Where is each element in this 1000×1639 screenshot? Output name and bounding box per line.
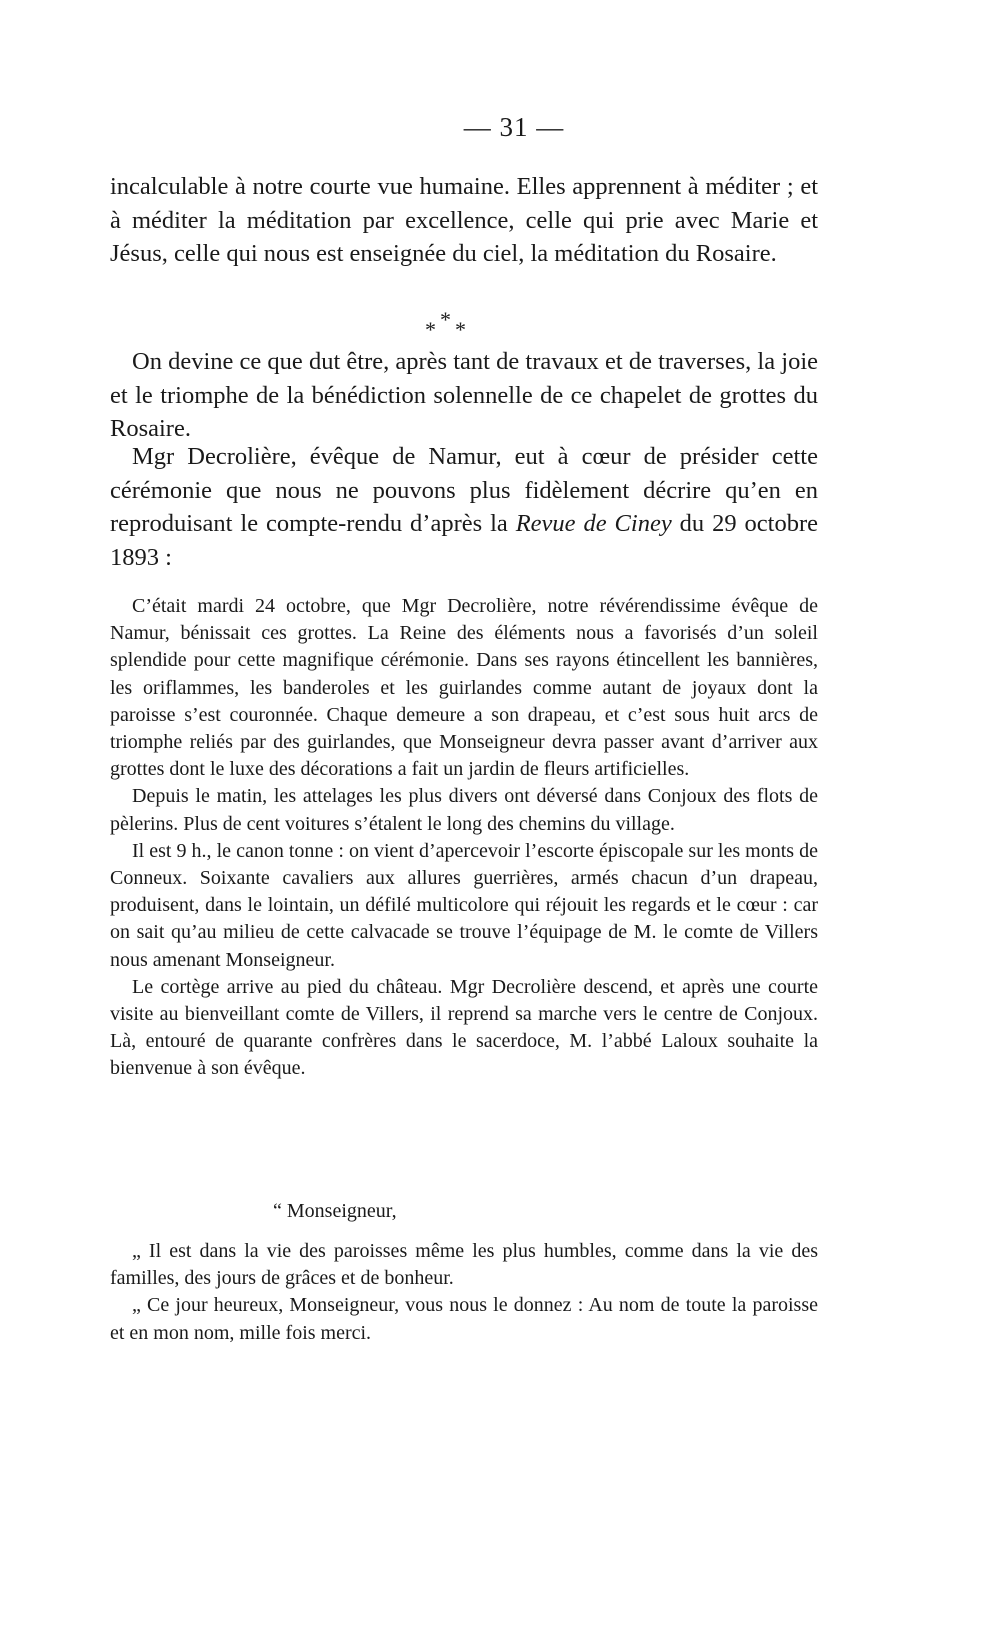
asterisk: * <box>455 317 466 342</box>
quoted-report <box>110 593 818 1083</box>
quote-paragraph: C’était mardi 24 octobre, que Mgr Decrolière, notre révérendissime évêque de Namur, bénissait ces grottes. La Reine des éléments nous a favorisés d’un soleil splendide pour cette magnifique cérémonie. Dans ses rayons étincellent les bannières, les oriflammes, les banderoles et les guirlandes comme autant de joyaux dont la paroisse s’est couronnée. Chaque demeure a son drapeau, et c’est sous huit arcs de triomphe reliés par des guirlandes, que Monseigneur devra passer avant d’arriver aux grottes dont le luxe des décorations a fait un jardin de fleurs artificielles. <box>110 595 818 781</box>
speech-salutation: “ Monseigneur, <box>273 1200 397 1222</box>
quote-paragraph: Le cortège arrive au pied du château. Mgr Decrolière descend, et après une courte visite au bienveillant comte de Villers, il reprend sa marche vers le centre de Conjoux. Là, entouré de quarante confrères dans le sacerdoce, M. l’abbé Laloux souhaite la bienvenue à son évêque. <box>110 975 818 1080</box>
section-separator <box>425 307 485 342</box>
paragraph: On devine ce que dut être, après tant de travaux et de traverses, la joie et le triomphe de la bénédiction solennelle de ce chapelet de grottes du Rosaire. <box>110 348 818 442</box>
page-number: — 31 — <box>463 112 565 142</box>
speech-paragraph: „ Il est dans la vie des paroisses même les plus humbles, comme dans la vie des familles, des jours de grâces et de bonheur. <box>110 1240 818 1290</box>
paragraph-block <box>110 440 818 574</box>
paragraph-block <box>110 345 818 446</box>
paragraph: incalculable à notre courte vue humaine. Elles apprennent à méditer ; et à méditer la méditation par excellence, celle qui prie avec Marie et Jésus, celle qui nous est enseignée du ciel, la méditation du Rosaire. <box>110 173 818 267</box>
asterisk: * <box>425 317 436 342</box>
paragraph-block <box>110 170 818 271</box>
paragraph: Mgr Decrolière, évêque de Namur, eut à cœur de présider cette cérémonie que nous ne pouvons plus fidèlement décrire qu’en en reproduisant le compte-rendu d’après la Revue de Ciney du 29 octobre 1893 : <box>110 443 818 571</box>
speech-block <box>110 1238 818 1347</box>
quote-paragraph: Il est 9 h., le canon tonne : on vient d’apercevoir l’escorte épiscopale sur les monts de Conneux. Soixante cavaliers aux allures guerrières, armés chacun d’un drapeau, produisent, dans le lointain, un défilé multicolore qui réjouit les regards et le cœur : car on sait qu’au milieu de cette calvacade se trouve l’équipage de M. le comte de Villers nous amenant Monseigneur. <box>110 839 818 971</box>
speech-paragraph: „ Ce jour heureux, Monseigneur, vous nous le donnez : Au nom de toute la paroisse et en mon nom, mille fois merci. <box>110 1294 818 1344</box>
asterisk: * <box>440 307 451 332</box>
periodical-title: Revue de Ciney <box>515 510 672 537</box>
quote-paragraph: Depuis le matin, les attelages les plus divers ont déversé dans Conjoux des flots de pèlerins. Plus de cent voitures s’étalent le long des chemins du village. <box>110 785 818 835</box>
